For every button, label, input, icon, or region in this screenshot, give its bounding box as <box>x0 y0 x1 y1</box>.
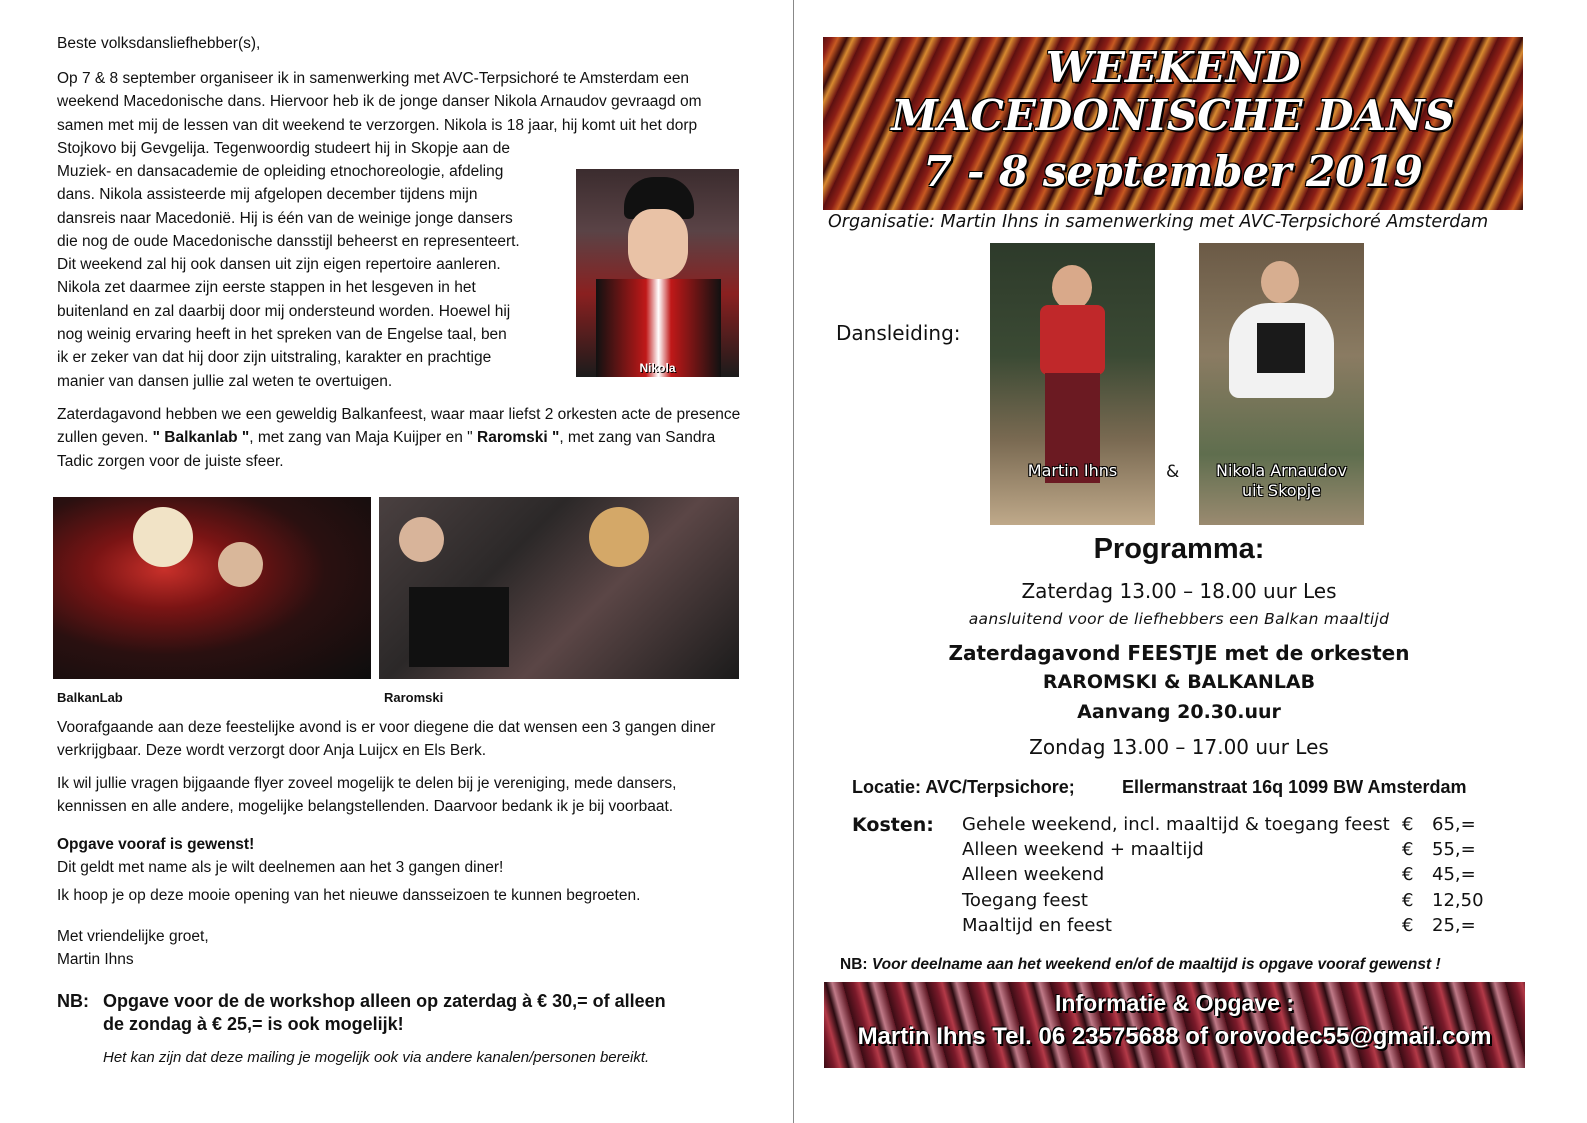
evening-line3: Aanvang 20.30.uur <box>1077 701 1281 723</box>
organisation-line: Organisatie: Martin Ihns in samenwerking met AVC-Terpsichoré Amsterdam <box>828 212 1489 232</box>
raromski-photo <box>379 497 739 679</box>
caption-balkanlab: BalkanLab <box>57 690 123 705</box>
accordionist-shape <box>399 517 444 562</box>
cost-currency: € <box>1402 864 1414 886</box>
cost-price: 65,= <box>1432 814 1476 835</box>
location-label: Locatie: AVC/Terpsichore; <box>852 777 1075 797</box>
intro-line: dans. Nikola assisteerde mij afgelopen december tijdens mijn <box>57 186 478 204</box>
banner-title-line1: WEEKEND <box>1045 43 1301 92</box>
nikola-arnaudov-photo <box>1199 243 1364 525</box>
intro-line: manier van dansen jullie zal weten te overtuigen. <box>57 372 393 390</box>
nikola-caption: Nikola <box>639 361 676 375</box>
cost-currency: € <box>1402 814 1414 835</box>
intro-line: dansreis naar Macedonië. Hij is één van de weinige jonge dansers <box>57 209 513 227</box>
nikola-head-shape <box>1261 261 1299 303</box>
dinner-paragraph: Voorafgaande aan deze feestelijke avond is er voor diegene die dat wensen een 3 gangen diner verkrijgbaar. Deze wordt verzorgt door Anja Luijcx en Els Berk. <box>57 719 716 760</box>
cost-price: 25,= <box>1432 914 1476 936</box>
martin-photo <box>990 243 1155 525</box>
dansleiding-label: Dansleiding: <box>836 321 961 345</box>
greeting: Beste volksdansliefhebber(s), <box>57 35 261 52</box>
signature: Martin Ihns <box>57 951 134 968</box>
intro-wrapped-text <box>57 160 577 393</box>
signup-text: Dit geldt met name als je wilt deelnemen aan het 3 gangen diner! <box>57 859 504 876</box>
cost-currency: € <box>1402 839 1414 861</box>
intro-line: Dit weekend zal hij ook dansen uit zijn eigen repertoire aanleren. <box>57 256 501 274</box>
costs-label: Kosten: <box>852 814 934 836</box>
program-heading: Programma: <box>1093 533 1265 565</box>
signup-heading: Opgave vooraf is gewenst! <box>57 836 255 853</box>
flyer-banner <box>823 37 1523 210</box>
saturday-note: aansluitend voor de liefhebbers een Balkan maaltijd <box>968 610 1390 628</box>
flyer-nb: NB: Voor deelname aan het weekend en/of de maaltijd is opgave vooraf gewenst ! <box>840 956 1441 973</box>
info-line2: Martin Ihns Tel. 06 23575688 of orovodec55@gmail.com <box>857 1023 1492 1050</box>
page-divider <box>793 0 794 1123</box>
info-banner <box>824 982 1525 1068</box>
cost-price: 12,50 <box>1432 889 1484 911</box>
intro-line: buitenland en zal daarbij door mij ondersteund worden. Hoewel hij <box>57 302 511 320</box>
location-address: Ellermanstraat 16q 1099 BW Amsterdam <box>1122 777 1467 797</box>
caption-raromski: Raromski <box>384 690 444 705</box>
intro-line: Nikola zet daarmee zijn eerste stappen in het lesgeven in het <box>57 279 476 297</box>
teacher2-label: Nikola Arnaudov uit Skopje <box>1216 461 1347 500</box>
balkanlab-photo <box>53 497 371 679</box>
nb-label: NB: <box>57 991 89 1011</box>
intro-line: die nog de oude Macedonische dansstijl beheerst en representeert. <box>57 232 520 250</box>
intro-line: Muziek- en dansacademie de opleiding etnochoreologie, afdeling <box>57 163 504 180</box>
evening-line2: RAROMSKI & BALKANLAB <box>1042 671 1316 693</box>
cost-item: Alleen weekend <box>962 864 1105 886</box>
saturday-line: Zaterdag 13.00 – 18.00 uur Les <box>1021 579 1337 603</box>
info-line1: Informatie & Opgave : <box>1055 990 1294 1016</box>
face-shape <box>628 209 688 279</box>
banner-title-line3: 7 - 8 september 2019 <box>923 147 1423 196</box>
intro-line: nog weinig ervaring heeft in het spreken van de Engelse taal, ben <box>57 326 507 344</box>
cost-currency: € <box>1402 889 1414 911</box>
martin-head-shape <box>1052 265 1092 310</box>
evening-line1: Zaterdagavond FEESTJE met de orkesten <box>948 641 1410 665</box>
cost-price: 45,= <box>1432 864 1476 886</box>
nb-text: Opgave voor de de workshop alleen op zaterdag à € 30,= of alleen de zondag à € 25,= is ook mogelijk! <box>103 991 666 1034</box>
teacher1-label: Martin Ihns <box>1027 461 1118 480</box>
singer-shape <box>133 507 193 567</box>
hope-paragraph: Ik hoop je op deze mooie opening van het nieuwe dansseizoen te kunnen begroeten. <box>57 887 641 904</box>
cost-item: Gehele weekend, incl. maaltijd & toegang feest <box>962 814 1390 835</box>
closing: Met vriendelijke groet, <box>57 928 209 945</box>
cost-item: Toegang feest <box>962 889 1088 911</box>
cost-currency: € <box>1402 914 1414 936</box>
nikola-photo <box>576 169 739 377</box>
footnote: Het kan zijn dat deze mailing je mogelijk ook via andere kanalen/personen bereikt. <box>103 1049 650 1066</box>
accordion-shape <box>409 587 509 667</box>
guitarist-shape <box>218 542 263 587</box>
martin-shirt-shape <box>1040 305 1105 375</box>
ampersand: & <box>1166 462 1180 482</box>
cost-item: Maaltijd en feest <box>962 914 1112 936</box>
cost-price: 55,= <box>1432 839 1476 861</box>
cost-item: Alleen weekend + maaltijd <box>962 839 1204 861</box>
nikola-vest-shape <box>1257 323 1305 373</box>
sunday-line: Zondag 13.00 – 17.00 uur Les <box>1029 735 1329 759</box>
intro-paragraph: Op 7 & 8 september organiseer ik in samenwerking met AVC-Terpsichoré te Amsterdam een weekend Macedonische dans. Hiervoor heb ik de jonge danser Nikola Arnaudov gevraagd om samen met mij de lessen van dit weekend te verzorgen. Nikola is 18 jaar, hij komt uit het dorp Stojkovo bij Gevgelija. Tegenwoordig studeert hij in Skopje aan de <box>57 70 702 157</box>
banner-title-line2: MACEDONISCHE DANS <box>891 91 1455 140</box>
share-paragraph: Ik wil jullie vragen bijgaande flyer zoveel mogelijk te delen bij je vereniging, mede dansers, kennissen en alle andere, mogelijke belangstellenden. Daarvoor bedank ik je bij voorbaat. <box>57 775 677 816</box>
intro-line: ik er zeker van dat hij door zijn uitstraling, karakter en prachtige <box>57 349 492 367</box>
singer2-shape <box>589 507 649 567</box>
party-paragraph: Zaterdagavond hebben we een geweldig Balkanfeest, waar maar liefst 2 orkesten acte de presence zullen geven. " Balkanlab ", met zang van Maja Kuijper en " Raromski ", met zang van Sandra Tadic zorgen voor de juiste sfeer. <box>57 406 741 470</box>
